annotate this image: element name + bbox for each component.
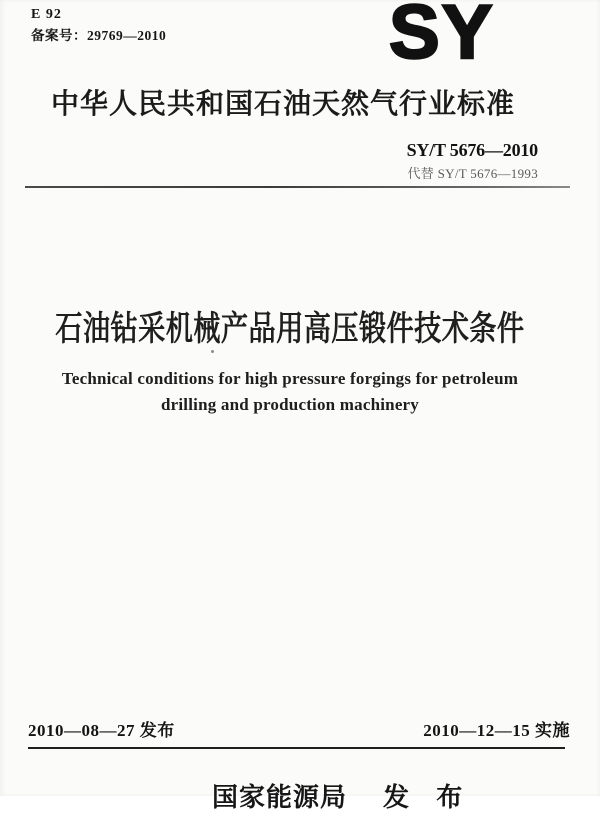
scan-speck: [211, 350, 214, 353]
issuing-authority-name: 国家能源局: [212, 782, 348, 812]
english-title-line2: drilling and production machinery: [160, 395, 420, 414]
standard-number-block: [407, 140, 538, 182]
document-title-chinese: 石油钻采机械产品用高压锻件技术条件: [55, 310, 525, 348]
standard-number: SY/T 5676—2010: [406, 140, 538, 160]
english-title-line1: Technical conditions for high pressure forgings for petroleum: [61, 369, 519, 388]
document-title-english: [0, 366, 580, 418]
issuing-authority: [212, 777, 472, 814]
issue-date: 2010—08—27 发布: [28, 721, 175, 740]
header-rule: [25, 186, 570, 188]
standard-category-title: 中华人民共和国石油天然气行业标准: [50, 88, 515, 119]
issue-word: 发 布: [383, 782, 473, 812]
implementation-date: 2010—12—15 实施: [423, 721, 570, 740]
record-number: 备案号：29769—2010: [31, 28, 167, 43]
footer-rule: [28, 747, 565, 749]
classification-code: E 92: [31, 7, 62, 22]
replaced-standard: 代替 SY/T 5676—1993: [407, 166, 538, 181]
sy-logo: SY: [389, 0, 495, 75]
